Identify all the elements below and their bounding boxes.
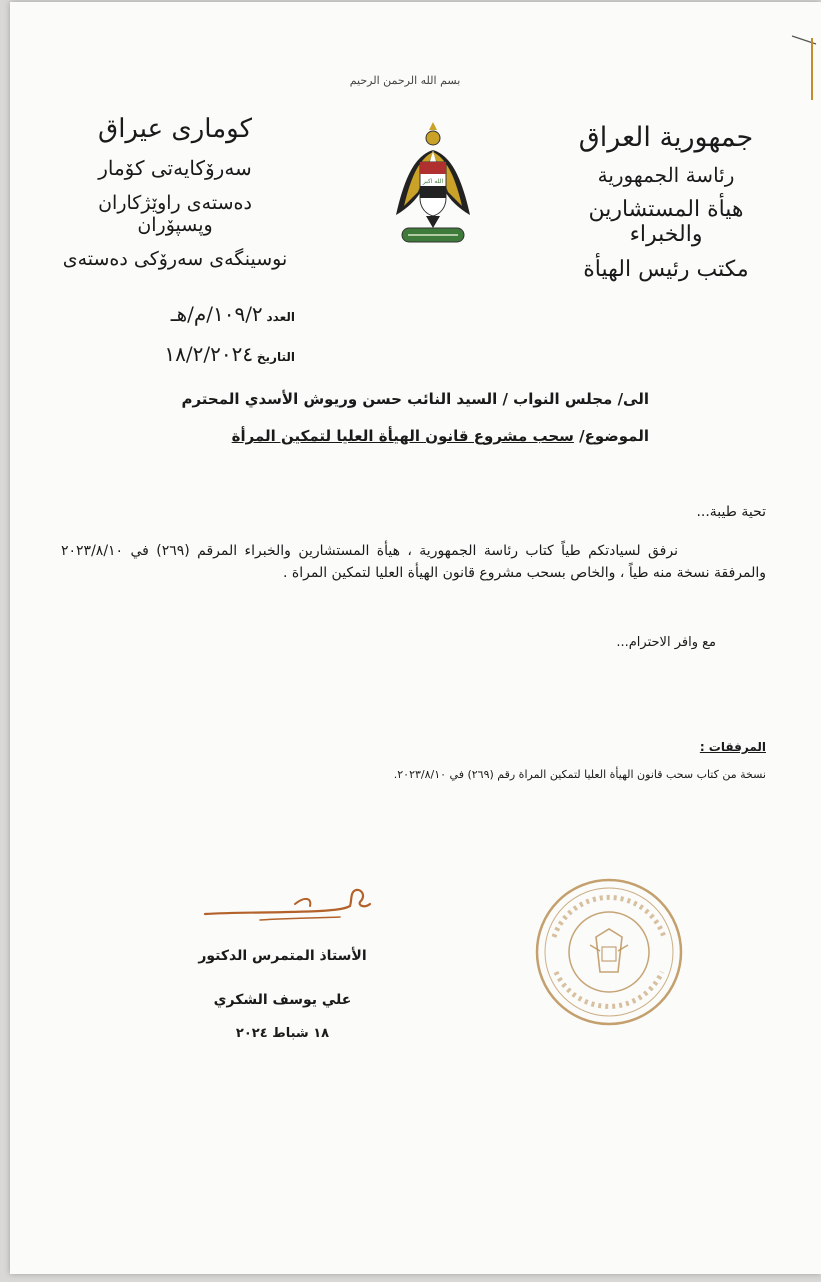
addressee-line: الى/ مجلس النواب / السيد النائب حسن وريوش الأسدي المحترم	[181, 390, 649, 408]
letterhead-ku-line-4: نوسینگەی سەرۆكی دەستەی	[62, 248, 288, 270]
subject-line	[232, 427, 649, 445]
attachments-label: المرفقات :	[699, 740, 766, 754]
greeting: تحية طيبة...	[696, 504, 766, 520]
letterhead-ku-line-1: كوماری عیراق	[98, 114, 252, 144]
attachment-item: نسخة من كتاب سحب قانون الهيأة العليا لتمكين المراة رقم (٢٦٩) في ٢٠٢٣/٨/١٠.	[393, 768, 766, 781]
letterhead-ku-line-3: دەستەی راوێژكاران وپسپۆران	[98, 192, 252, 236]
svg-text:الله اكبر: الله اكبر	[422, 178, 444, 185]
letterhead-ar-line-2: رئاسة الجمهورية	[597, 163, 735, 187]
letter-page	[10, 2, 821, 1274]
paper-clip-mark	[790, 22, 818, 102]
reference-date-value: ١٨/٢/٢٠٢٤	[164, 342, 254, 366]
letterhead-ku-line-2: سەرۆكایەتی كۆمار	[98, 156, 252, 180]
arabic-letterhead	[551, 122, 781, 292]
iraq-eagle-emblem-icon	[388, 120, 478, 250]
reference-date-label: التاريخ	[256, 350, 295, 364]
subject-text: سحب مشروع قانون الهيأة العليا لتمكين المرأة	[231, 427, 574, 445]
closing: مع وافر الاحترام...	[616, 635, 716, 650]
handwritten-signature	[200, 882, 375, 927]
official-seal-stamp-icon	[534, 877, 684, 1027]
signatory-name: علي يوسف الشكري	[213, 992, 352, 1008]
kurdish-letterhead	[60, 114, 290, 282]
reference-date	[65, 342, 295, 366]
reference-number-value: ١٠٩/٢/م/هـ	[170, 302, 263, 326]
letter-body	[61, 540, 766, 584]
letterhead-ar-line-1: جمهورية العراق	[578, 122, 754, 153]
reference-number-label: العدد	[266, 310, 295, 324]
reference-number	[65, 302, 295, 326]
signatory-title: الأستاذ المتمرس الدكتور	[198, 948, 367, 964]
letterhead-ar-line-4: مكتب رئيس الهيأة	[583, 257, 749, 282]
subject-label: الموضوع/	[579, 427, 649, 445]
signature-date: ١٨ شباط ٢٠٢٤	[235, 1026, 330, 1041]
letter-body-paragraph: نرفق لسيادتكم طياً كتاب رئاسة الجمهورية ، هيأة المستشارين والخبراء المرقم (٢٦٩) في ٢٠٢٣/٨/١٠ والمرفقة نسخة منه طياً ، والخاص بسحب مشروع قانون الهيأة العليا لتمكين المراة .	[61, 543, 766, 581]
letterhead-ar-line-3: هيأة المستشارين والخبراء	[588, 197, 744, 247]
basmala: بسم الله الرحمن الرحيم	[349, 74, 461, 87]
